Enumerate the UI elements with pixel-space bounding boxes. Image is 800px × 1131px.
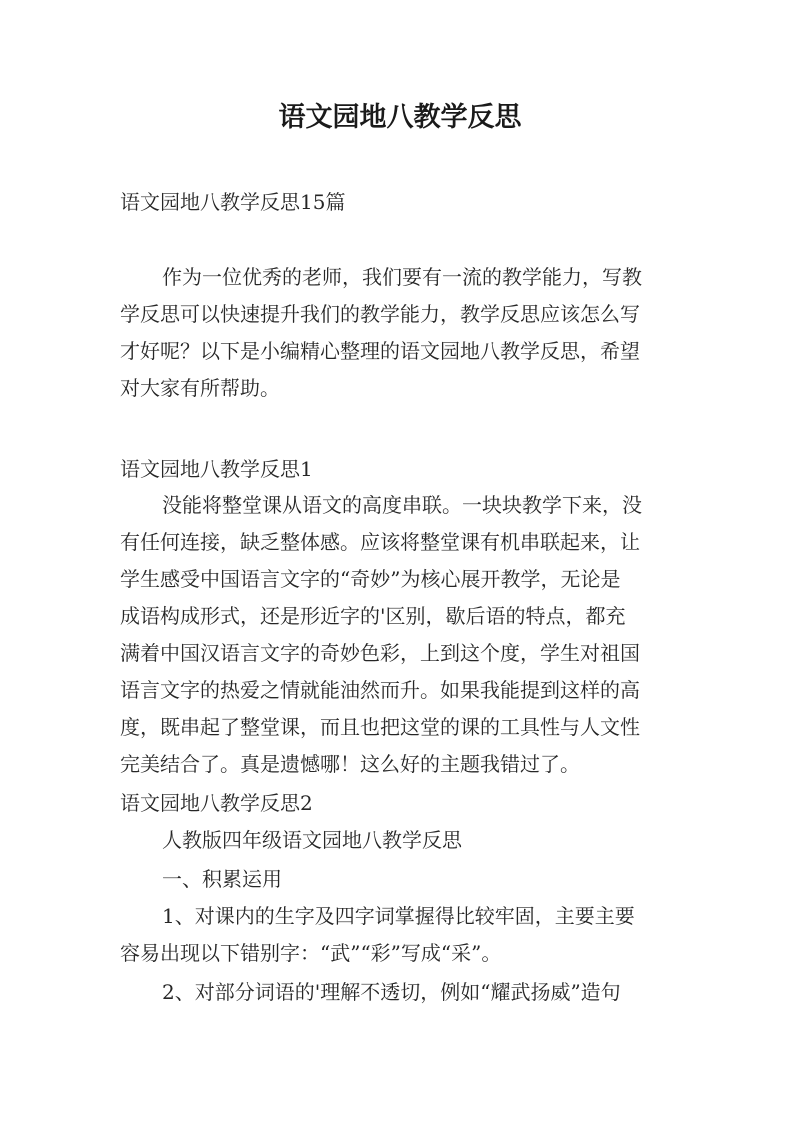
paragraph-line: 满着中国汉语言文字的奇妙色彩，上到这个度，学生对祖国 — [120, 641, 640, 665]
paragraph-line: 有任何连接，缺乏整体感。应该将整堂课有机串联起来，让 — [120, 530, 640, 554]
intro-line: 学反思可以快速提升我们的教学能力，教学反思应该怎么写 — [120, 302, 640, 326]
paragraph-line: 语言文字的热爱之情就能油然而升。如果我能提到这样的高 — [120, 678, 640, 702]
paragraph-line: 完美结合了。真是遗憾哪！这么好的主题我错过了。 — [120, 752, 580, 776]
intro-line: 才好呢？以下是小编精心整理的语文园地八教学反思，希望 — [120, 339, 640, 363]
document-title: 语文园地八教学反思 — [278, 102, 522, 133]
intro-line: 作为一位优秀的老师，我们要有一流的教学能力，写教 — [162, 265, 642, 289]
paragraph-line: 2、对部分词语的'理解不透切，例如“耀武扬威”造句 — [162, 980, 621, 1004]
paragraph-line: 成语构成形式，还是形近字的'区别，歇后语的特点，都充 — [120, 604, 626, 628]
document-subtitle: 语文园地八教学反思15篇 — [120, 190, 346, 214]
section-heading: 语文园地八教学反思2 — [120, 791, 313, 815]
paragraph-line: 没能将整堂课从语文的高度串联。一块块教学下来，没 — [162, 493, 642, 517]
paragraph-line: 一、积累运用 — [162, 867, 282, 891]
intro-line: 对大家有所帮助。 — [120, 376, 280, 400]
paragraph-line: 容易出现以下错别字：“武”“彩”写成“采”。 — [120, 941, 502, 965]
paragraph-line: 人教版四年级语文园地八教学反思 — [162, 828, 462, 852]
section-heading: 语文园地八教学反思1 — [120, 457, 313, 481]
paragraph-line: 学生感受中国语言文字的“奇妙”为核心展开教学，无论是 — [120, 567, 621, 591]
paragraph-line: 度，既串起了整堂课，而且也把这堂的课的工具性与人文性 — [120, 715, 640, 739]
paragraph-line: 1、对课内的生字及四字词掌握得比较牢固，主要主要 — [162, 904, 635, 928]
